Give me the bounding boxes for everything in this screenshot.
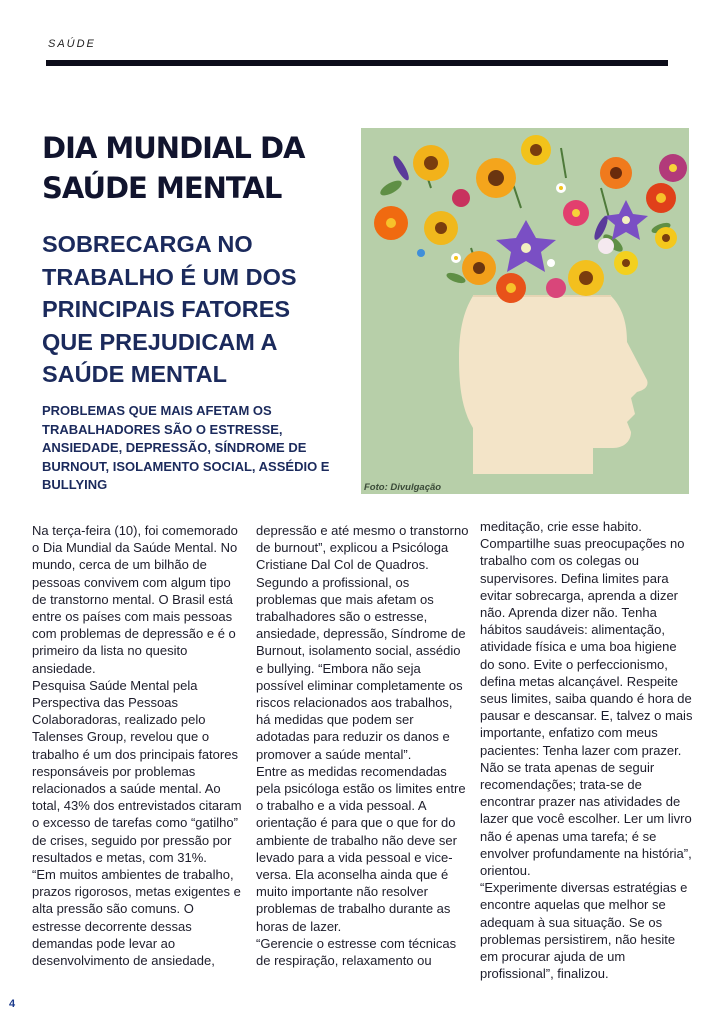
article-column-2 xyxy=(256,522,469,969)
article-column-1 xyxy=(32,522,245,969)
paragraph: Segundo a profissional, os problemas que mais afetam os trabalhadores são o estresse, ansiedade, depressão, Síndrome de Burnout, isolamento social, assédio e bullying. “Embora não seja possível eliminar completamente os riscos relacionados aos trabalhos, há medidas que podem ser adotadas para reduzir os danos e promover a saúde mental”. xyxy=(256,574,466,762)
page-number: 4 xyxy=(9,998,16,1010)
lead-text: PROBLEMAS QUE MAIS AFETAM OS TRABALHADORES SÃO O ESTRESSE, ANSIEDADE, DEPRESSÃO, SÍNDROME DE BURNOUT, ISOLAMENTO SOCIAL, ASSÉDIO E BULLYING xyxy=(42,403,330,493)
article-column-3 xyxy=(480,518,693,982)
article-photo xyxy=(361,128,689,494)
paragraph: “Experimente diversas estratégias e encontre aquelas que melhor se adequam à sua situação. Se os problemas persistirem, não hesite em procurar ajuda de um profissional”, finalizou. xyxy=(480,880,688,982)
photo-credit: Foto: Divulgação xyxy=(364,482,442,493)
paragraph: Pesquisa Saúde Mental pela Perspectiva das Pessoas Colaboradoras, realizado pelo Talenses Group, revelou que o trabalho é um dos principais fatores responsáveis por problemas relacionados a saúde mental. Ao total, 43% dos entrevistados citaram o excesso de tarefas como “gatilho” de crises, seguido por pressão por resultados e metas, com 31%. xyxy=(32,677,242,865)
paragraph: Na terça-feira (10), foi comemorado o Dia Mundial da Saúde Mental. No mundo, cerca de um bilhão de pessoas convivem com algum tipo de transtorno mental. O Brasil está entre os países com mais pessoas com problemas de depressão e é o primeiro da lista no quesito ansiedade. xyxy=(32,523,238,676)
head-flowers-illustration xyxy=(361,128,689,494)
paragraph: “Em muitos ambientes de trabalho, prazos rigorosos, metas exigentes e alta pressão são comuns. O estresse decorrente dessas demandas pode levar ao desenvolvimento de ansiedade, xyxy=(32,867,241,969)
header-rule xyxy=(46,60,668,66)
paragraph: depressão e até mesmo o transtorno de burnout”, explicou a Psicóloga Cristiane Dal Col de Quadros. xyxy=(256,523,469,573)
paragraph: meditação, crie esse habito. Compartilhe suas preocupações no trabalho com os colegas ou supervisores. Defina limites para evitar sobrecarga, aprenda a dizer não. Aprenda dizer não. Tenha hábitos saudáveis: alimentação, atividade física e uma boa higiene do sono. Evite o perfeccionismo, defina metas alcançável. Respeite seus limites, saiba quando é hora de pausar e descansar. E, talvez o mais importante, enfatizo com meus pacientes: Tenha lazer com prazer. Não se trata apenas de seguir recomendações; trata-se de encontrar prazer nas atividades de lazer que você escolher. Ler um livro não é apenas uma tarefa; é se envolver profundamente na história”, orientou. xyxy=(480,519,693,879)
section-label: SAÚDE xyxy=(48,38,96,50)
subheadline: SOBRECARGA NO TRABALHO É UM DOS PRINCIPAIS FATORES QUE PREJUDICAM A SAÚDE MENTAL xyxy=(42,231,297,387)
paragraph: Entre as medidas recomendadas pela psicóloga estão os limites entre o trabalho e a vida pessoal. A orientação é para que o que for do ambiente de trabalho não deve ser levado para a vida pessoal e vice-versa. Ela aconselha ainda que é muito importante não resolver problemas de trabalho durante as horas de lazer. xyxy=(256,763,466,934)
paragraph: “Gerencie o estresse com técnicas de respiração, relaxamento ou xyxy=(256,935,457,969)
headline: DIA MUNDIAL DA SAÚDE MENTAL xyxy=(42,131,305,205)
